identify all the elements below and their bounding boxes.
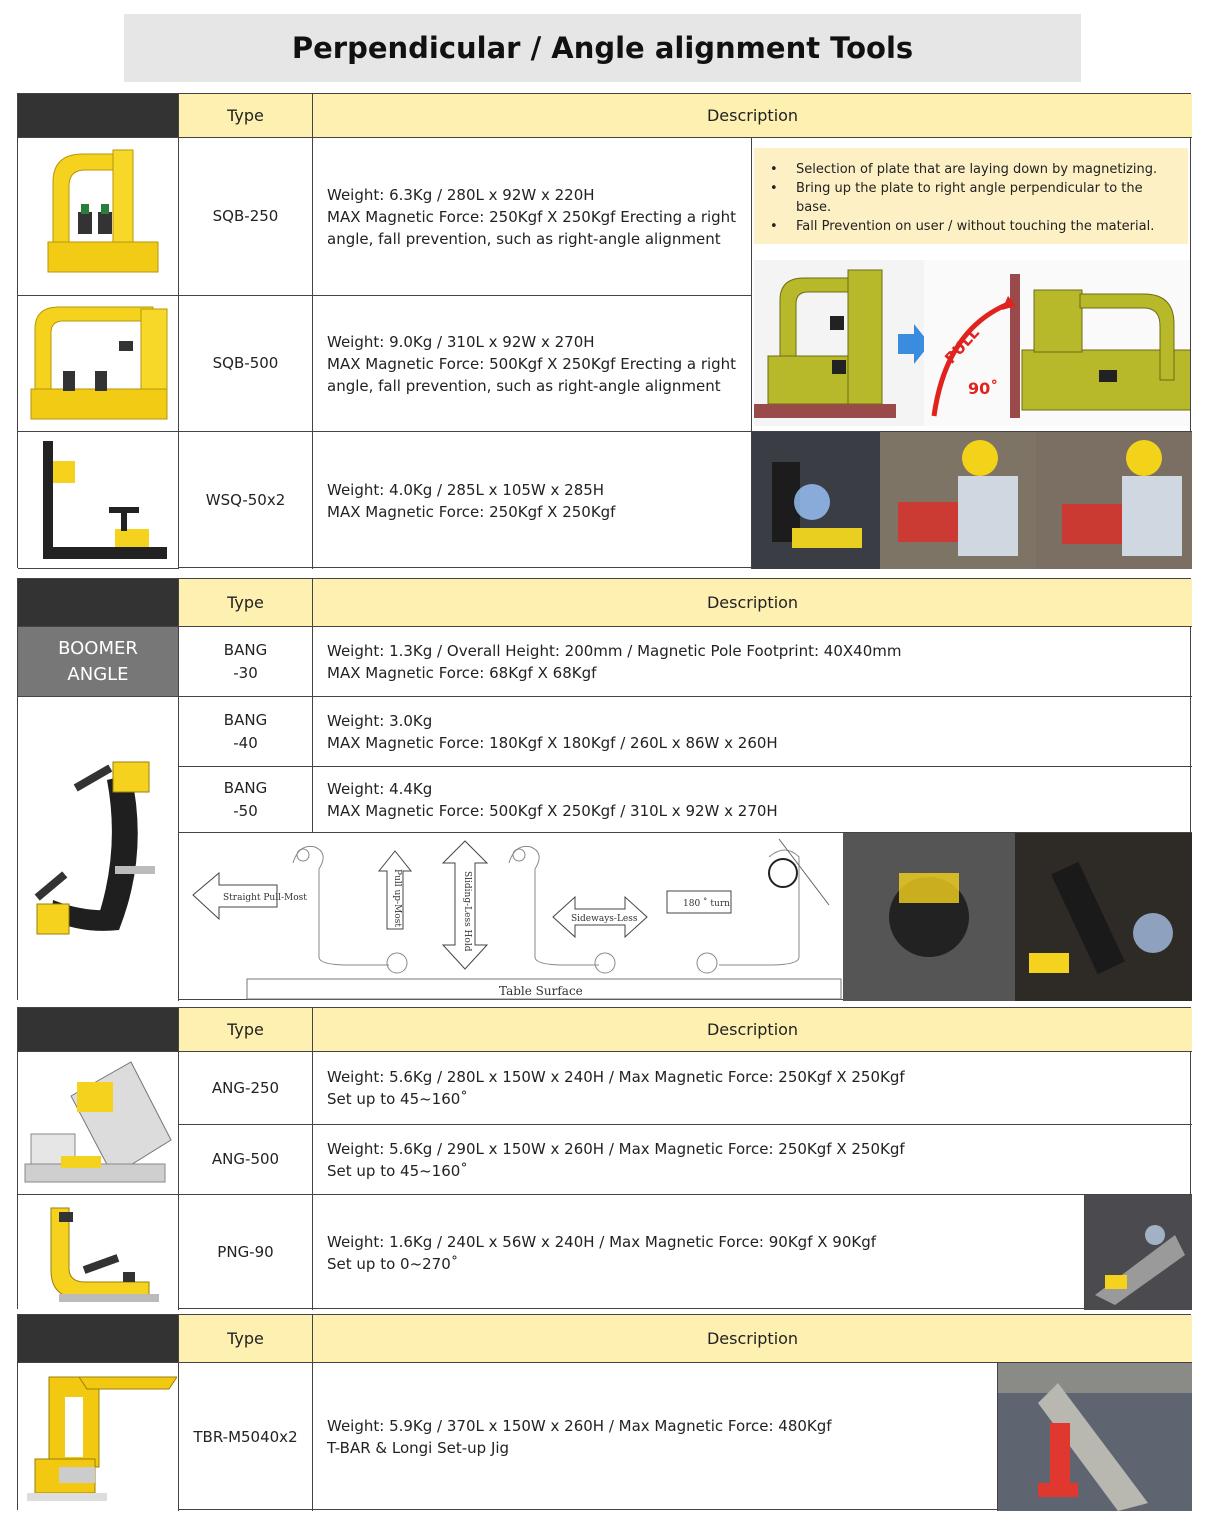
right-angle-diagram [754,260,1190,426]
header-type: Type [179,1008,313,1052]
pull-up-label: Pull up-Most [392,869,402,927]
desc-text: Weight: 6.3Kg / 280L x 92W x 220H MAX Magnetic Force: 250Kgf X 250Kgf Erecting a right angle, fall prevention, such as right-angle alignment [327,185,737,248]
desc-text: Weight: 3.0Kg MAX Magnetic Force: 180Kgf X 180Kgf / 260L x 86W x 260H [327,711,778,752]
type-tbr-m5040x2: TBR-M5040x2 [179,1363,313,1511]
type-text: BANG -50 [223,778,268,820]
desc-bang-40 [313,697,1192,767]
desc-bang-30 [313,627,1192,697]
note-item: • Selection of plate that are laying down by magnetizing. [768,160,1178,179]
note-item: • Fall Prevention on user / without touching the material. [768,217,1178,236]
header-blank [18,1315,179,1363]
type-bang-40 [179,697,313,767]
desc-sqb-250 [313,138,752,296]
type-bang-30 [179,627,313,697]
header-type: Type [179,1315,313,1363]
type-bang-50 [179,767,313,833]
pull-label: PULL [941,323,983,368]
desc-tbr-m5040x2 [313,1363,998,1511]
type-ang-250: ANG-250 [179,1052,313,1125]
desc-text: Weight: 5.9Kg / 370L x 150W x 260H / Max Magnetic Force: 480Kgf T-BAR & Longi Set-up Jig [327,1417,832,1457]
product-image-png-90 [18,1195,179,1310]
boomer-angle-label [18,627,179,697]
boomer-usage-diagram [179,833,843,1001]
desc-text: Weight: 9.0Kg / 310L x 92W x 270H MAX Magnetic Force: 500Kgf X 250Kgf Erecting a right angle, fall prevention, such as right-angle alignment [327,332,737,395]
header-blank [18,1008,179,1052]
desc-text: Weight: 5.6Kg / 290L x 150W x 260H / Max Magnetic Force: 250Kgf X 250Kgf Set up to 45~160˚ [327,1139,905,1180]
desc-text: Weight: 4.4Kg MAX Magnetic Force: 500Kgf X 250Kgf / 310L x 92W x 270H [327,779,778,820]
product-image-boomer-angle [18,697,179,1001]
sliding-label: Sliding-Less Hold [462,871,472,952]
desc-bang-50 [313,767,1192,833]
boomer-angle-text: BOOMER ANGLE [58,637,138,685]
boomer-diagram-cell [179,833,1192,1001]
desc-ang-250 [313,1052,1192,1125]
header-description: Description [313,1315,1192,1363]
feature-notes [754,148,1188,244]
desc-ang-500 [313,1125,1192,1195]
straight-pull-label: Straight Pull-Most [223,893,307,903]
section-boomer-angle-table [17,578,1191,1000]
table-surface-label: Table Surface [499,984,583,998]
title-bar [124,14,1081,82]
header-blank [18,579,179,627]
type-text: BANG -40 [223,710,268,752]
sideways-label: Sideways-Less [571,914,638,924]
desc-text: Weight: 5.6Kg / 280L x 150W x 240H / Max Magnetic Force: 250Kgf X 250Kgf Set up to 45~160˚ [327,1068,905,1108]
page-title: Perpendicular / Angle alignment Tools [291,31,914,65]
type-png-90: PNG-90 [179,1195,313,1310]
type-wsq-50x2: WSQ-50x2 [179,432,313,569]
header-description: Description [313,1008,1192,1052]
desc-wsq-50x2 [313,432,752,569]
desc-text: Weight: 1.3Kg / Overall Height: 200mm / Magnetic Pole Footprint: 40X40mm MAX Magnetic Force: 68Kgf X 68Kgf [327,641,902,682]
section-sqb-table [17,93,1191,568]
product-image-sqb-250 [18,138,179,296]
product-image-ang [18,1052,179,1195]
png-90-photo [1085,1195,1192,1310]
header-type: Type [179,94,313,138]
section-tbr-table [17,1314,1191,1510]
notes-diagram-cell [752,138,1192,432]
desc-text: Weight: 1.6Kg / 240L x 56W x 240H / Max Magnetic Force: 90Kgf X 90Kgf Set up to 0~270˚ [327,1232,877,1273]
product-image-tbr-m5040x2 [18,1363,179,1511]
turn-label: 180 ˚ turn [683,899,730,909]
section-ang-table [17,1007,1191,1309]
note-item: • Bring up the plate to right angle perpendicular to the base. [768,179,1178,217]
type-ang-500: ANG-500 [179,1125,313,1195]
desc-sqb-500 [313,296,752,432]
header-blank [18,94,179,138]
type-sqb-500: SQB-500 [179,296,313,432]
type-text: BANG -30 [223,640,268,682]
welding-photos [752,432,1192,569]
product-image-sqb-500 [18,296,179,432]
angle-label: 90˚ [968,379,999,398]
header-description: Description [313,579,1192,627]
desc-png-90 [313,1195,1085,1310]
header-description: Description [313,94,1192,138]
product-image-wsq-50x2 [18,432,179,569]
boomer-photos [843,833,1192,1001]
desc-text: Weight: 4.0Kg / 285L x 105W x 285H MAX Magnetic Force: 250Kgf X 250Kgf [327,480,616,521]
tbr-photo [998,1363,1192,1511]
header-type: Type [179,579,313,627]
type-sqb-250: SQB-250 [179,138,313,296]
